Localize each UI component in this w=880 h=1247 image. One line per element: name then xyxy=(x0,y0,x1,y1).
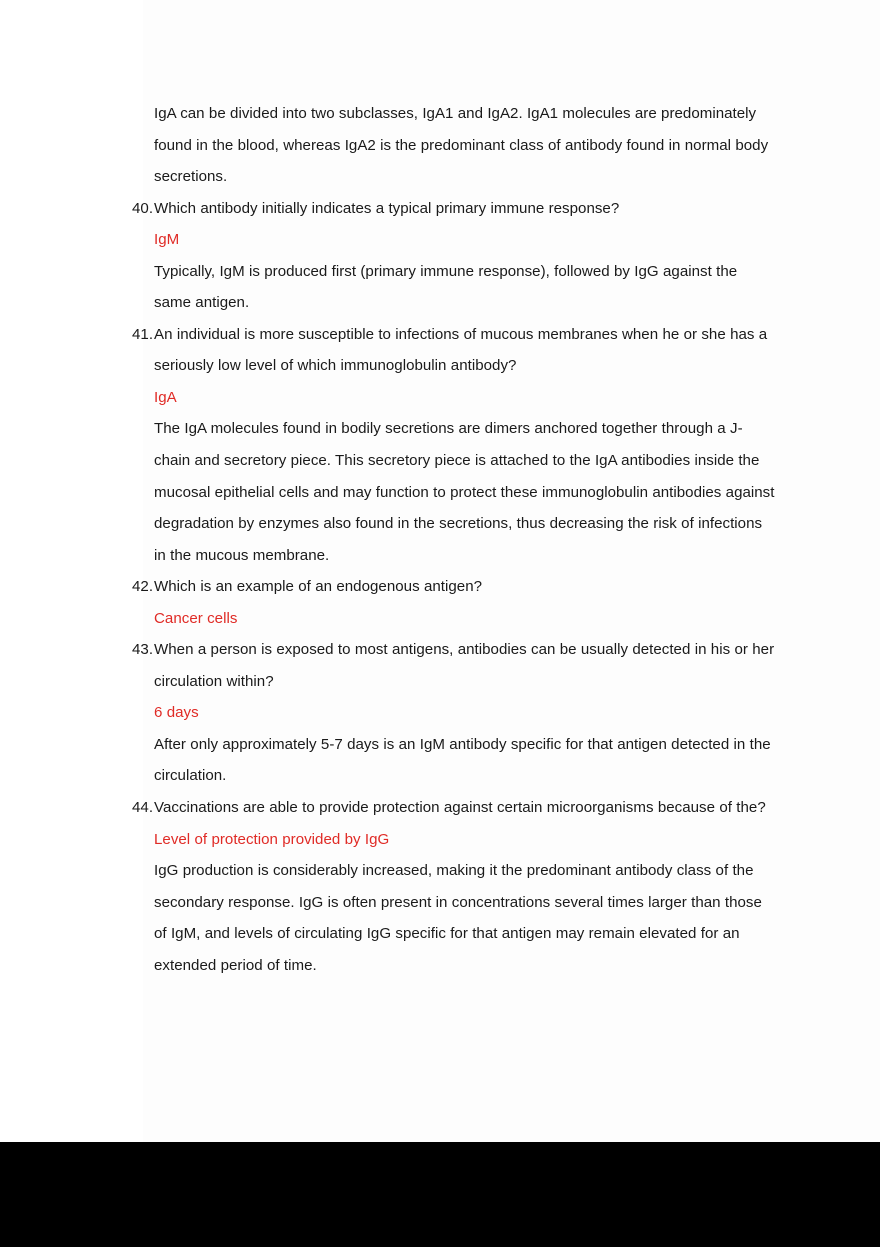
answer-text xyxy=(0,697,880,729)
question-number: 41. xyxy=(132,325,154,343)
explanation-paragraph xyxy=(0,729,880,792)
footer-black-bar xyxy=(0,1142,880,1247)
answer-text xyxy=(0,824,880,856)
block-text: Level of protection provided by IgG xyxy=(154,830,390,848)
explanation-paragraph xyxy=(0,256,880,319)
question-item xyxy=(0,319,880,382)
block-text: IgM xyxy=(154,231,180,249)
question-item xyxy=(0,193,880,225)
explanation-paragraph xyxy=(0,98,880,193)
question-item xyxy=(0,792,880,824)
question-number: 40. xyxy=(132,199,154,217)
block-text: The IgA molecules found in bodily secretions are dimers anchored together through a J-chain and secretory piece. This secretory piece is attached to the IgA antibodies inside the mucosal epithelial cells and may function to protect these immunoglobulin antibodies against degradation by enzymes also found in the secretions, thus decreasing the risk of infections in the mucous membrane. xyxy=(154,420,775,564)
answer-text xyxy=(0,382,880,414)
block-text: Cancer cells xyxy=(154,609,238,627)
question-item xyxy=(0,571,880,603)
block-text: IgA xyxy=(154,388,177,406)
explanation-paragraph xyxy=(0,413,880,571)
block-text: Vaccinations are able to provide protection against certain microorganisms because of the? xyxy=(154,799,766,817)
block-text: IgA can be divided into two subclasses, IgA1 and IgA2. IgA1 molecules are predominately found in the blood, whereas IgA2 is the predominant class of antibody found in normal body secretions. xyxy=(154,105,769,186)
question-number: 44. xyxy=(132,799,154,817)
question-number: 43. xyxy=(132,641,154,659)
block-text: When a person is exposed to most antigens, antibodies can be usually detected in his or her circulation within? xyxy=(154,641,775,690)
answer-text xyxy=(0,224,880,256)
block-text: 6 days xyxy=(154,704,199,722)
block-text: IgG production is considerably increased, making it the predominant antibody class of the secondary response. IgG is often present in concentrations several times larger than those of IgM, and levels of circulating IgG specific for that antigen may remain elevated for an extended period of time. xyxy=(154,862,762,974)
answer-text xyxy=(0,603,880,635)
question-item xyxy=(0,634,880,697)
block-text: Which antibody initially indicates a typical primary immune response? xyxy=(154,199,620,217)
block-text: Which is an example of an endogenous antigen? xyxy=(154,578,483,596)
explanation-paragraph xyxy=(0,855,880,981)
block-text: An individual is more susceptible to infections of mucous membranes when he or she has a seriously low level of which immunoglobulin antibody? xyxy=(154,325,768,375)
block-text: After only approximately 5-7 days is an IgM antibody specific for that antigen detected in the circulation. xyxy=(154,735,771,785)
question-number: 42. xyxy=(132,578,154,596)
block-text: Typically, IgM is produced first (primary immune response), followed by IgG against the same antigen. xyxy=(154,262,738,312)
